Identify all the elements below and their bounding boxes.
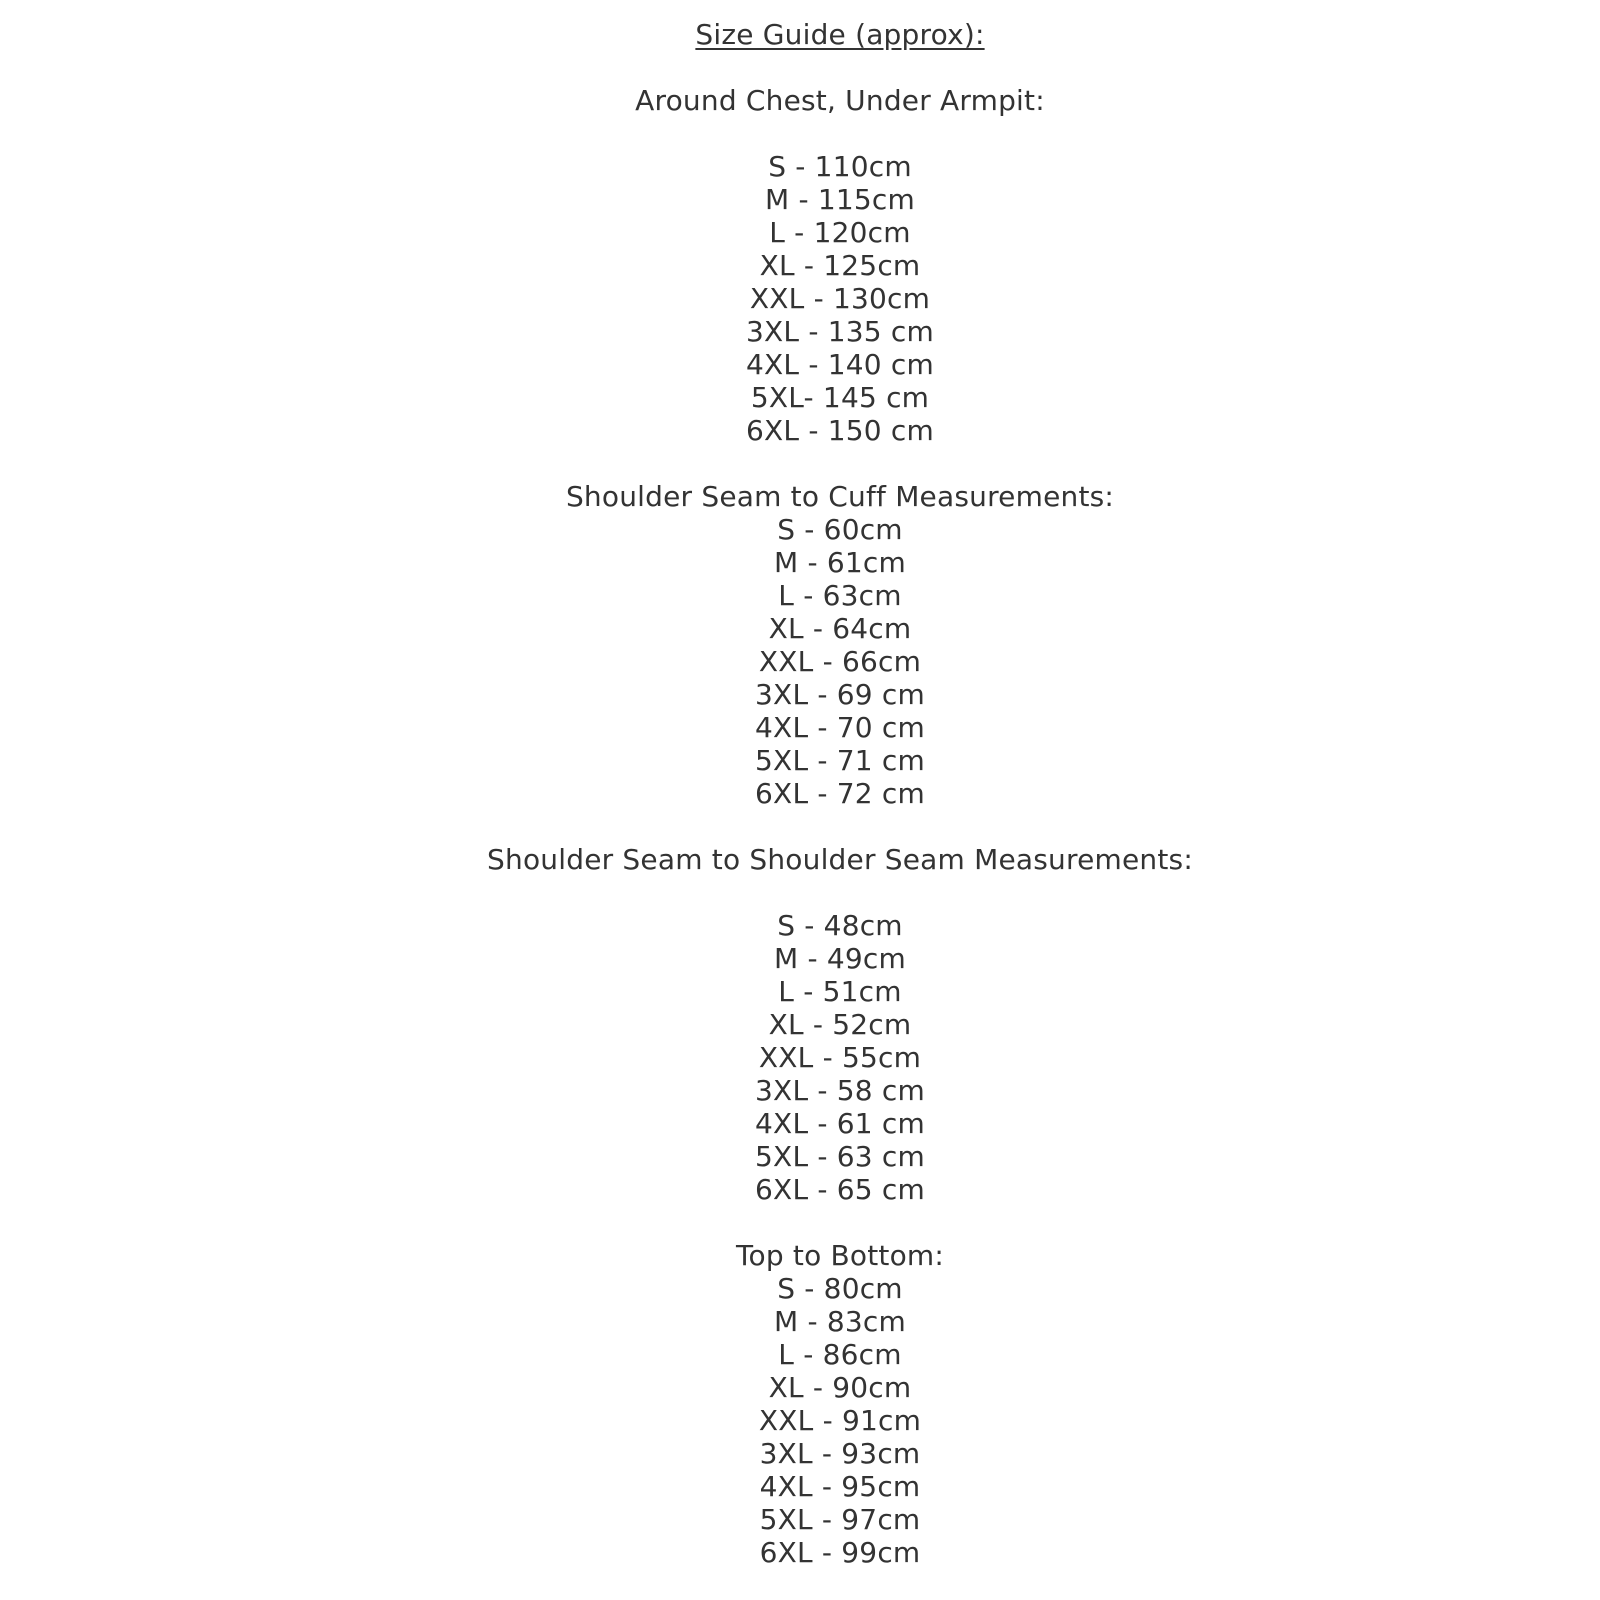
page-title: Size Guide (approx): [695,18,985,51]
size-row: 6XL - 72 cm [755,777,925,810]
size-row: 5XL - 97cm [759,1503,921,1536]
size-row: XXL - 66cm [758,645,922,678]
size-row: XXL - 91cm [758,1404,922,1437]
size-row: XXL - 55cm [758,1041,922,1074]
size-row: XL - 64cm [768,612,912,645]
size-list [80,1272,1600,1569]
spacer [80,447,1600,480]
section-heading: Shoulder Seam to Cuff Measurements: [565,480,1115,513]
size-row: XL - 125cm [759,249,921,282]
section-top-to-bottom [80,1239,1600,1569]
size-row: 4XL - 140 cm [746,348,934,381]
size-row: L - 120cm [769,216,911,249]
size-row: 6XL - 150 cm [746,414,934,447]
size-row: S - 80cm [777,1272,903,1305]
section-heading: Top to Bottom: [735,1239,945,1272]
size-row: 3XL - 93cm [759,1437,921,1470]
size-row: XXL - 130cm [749,282,931,315]
size-row: S - 60cm [777,513,903,546]
size-row: 3XL - 58 cm [755,1074,925,1107]
size-row: 4XL - 61 cm [755,1107,925,1140]
size-row: M - 61cm [774,546,906,579]
spacer [80,1206,1600,1239]
size-row: 5XL- 145 cm [750,381,930,414]
size-row: XL - 52cm [768,1008,912,1041]
size-row: 3XL - 135 cm [746,315,934,348]
section-heading: Shoulder Seam to Shoulder Seam Measurements: [487,843,1193,876]
size-row: S - 110cm [768,150,912,183]
size-row: L - 63cm [778,579,902,612]
size-row: S - 48cm [777,909,903,942]
size-list [80,513,1600,810]
section-around-chest [80,84,1600,447]
section-shoulder-to-cuff [80,480,1600,810]
size-row: M - 83cm [774,1305,906,1338]
size-row: 6XL - 65 cm [755,1173,925,1206]
size-row: XL - 90cm [768,1371,912,1404]
size-list [80,909,1600,1206]
size-row: M - 115cm [765,183,915,216]
spacer [80,876,1600,909]
size-row: 5XL - 71 cm [755,744,925,777]
size-row: 4XL - 70 cm [755,711,925,744]
size-row: L - 86cm [778,1338,902,1371]
size-list [80,150,1600,447]
size-row: 5XL - 63 cm [755,1140,925,1173]
section-heading: Around Chest, Under Armpit: [635,84,1045,117]
size-row: 4XL - 95cm [759,1470,921,1503]
spacer [80,51,1600,84]
spacer [80,117,1600,150]
size-row: L - 51cm [778,975,902,1008]
spacer [80,810,1600,843]
section-shoulder-to-shoulder [80,843,1600,1206]
size-row: 3XL - 69 cm [755,678,925,711]
size-row: 6XL - 99cm [759,1536,921,1569]
size-row: M - 49cm [774,942,906,975]
